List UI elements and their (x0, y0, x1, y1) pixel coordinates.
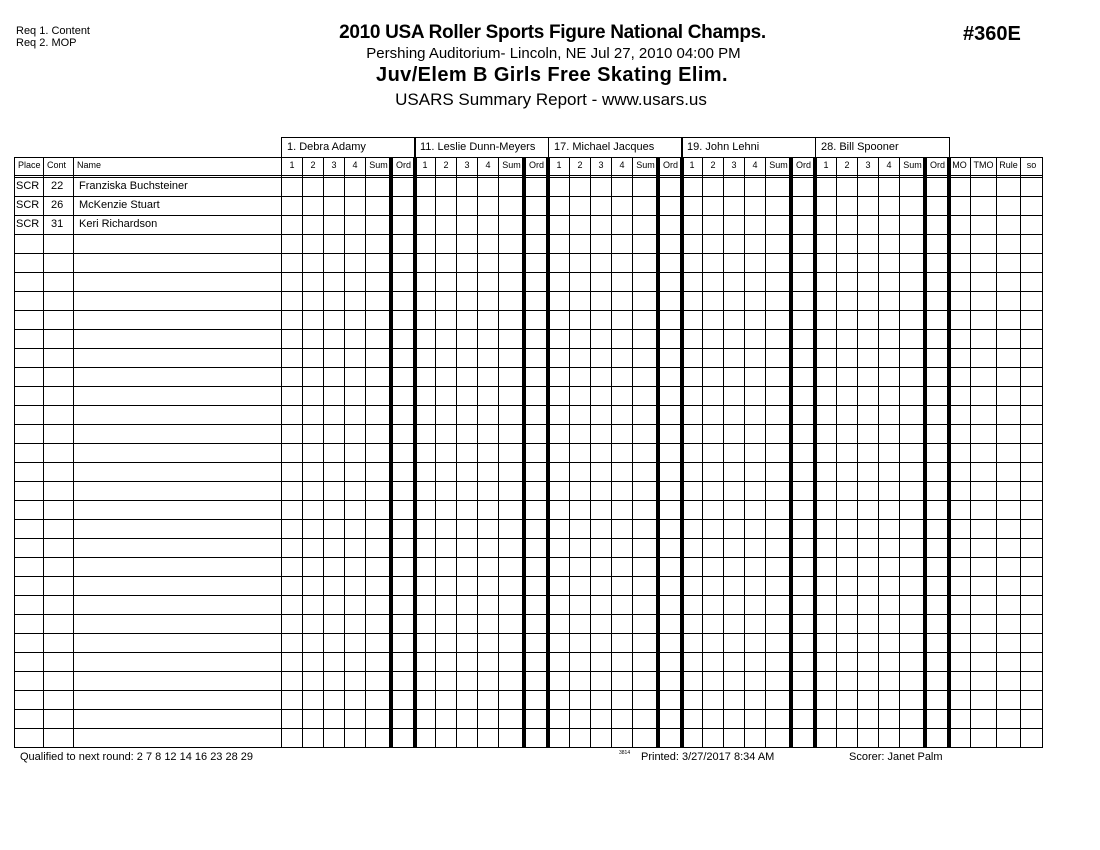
col-header-name: Name (77, 160, 102, 170)
grid-line (14, 253, 1043, 254)
grid-line (14, 272, 1043, 273)
grid-line (14, 538, 1043, 539)
grid-line (996, 157, 997, 748)
row-name: Franziska Buchsteiner (79, 180, 188, 192)
col-header-mo: MO (952, 160, 967, 170)
grid-line (14, 576, 1043, 577)
grid-line (702, 157, 703, 748)
event-number: #360E (963, 23, 1021, 45)
venue-line-text: Pershing Auditorium- Lincoln, NE Jul 27, 2010 04:00 PM (366, 45, 741, 62)
requirement-1: Req 1. Content (16, 25, 90, 37)
col-header-judge1-3: 3 (331, 160, 337, 170)
grid-line (970, 157, 971, 748)
row-name: Keri Richardson (79, 218, 158, 230)
grid-line (498, 157, 499, 748)
grid-line (14, 157, 1043, 158)
col-header-judge2-2: 2 (443, 160, 449, 170)
grid-line (14, 728, 1043, 729)
grid-line (414, 157, 415, 748)
col-header-judge1-sum: Sum (369, 160, 388, 170)
grid-line (14, 595, 1043, 596)
col-header-judge4-3: 3 (731, 160, 737, 170)
col-header-judge4-2: 2 (710, 160, 716, 170)
qualified-list: Qualified to next round: 2 7 8 12 14 16 23 28 29 (20, 751, 254, 763)
grid-line (14, 443, 1043, 444)
col-header-judge2-ord: Ord (528, 160, 544, 170)
grid-line (789, 157, 793, 748)
grid-line (14, 652, 1043, 653)
grid-line (43, 157, 44, 748)
col-header-judge5-1: 1 (823, 160, 829, 170)
grid-line (14, 405, 1043, 406)
grid-line (14, 690, 1043, 691)
col-header-judge4-4: 4 (752, 160, 758, 170)
score-grid (14, 137, 1043, 748)
col-header-judge3-4: 4 (619, 160, 625, 170)
grid-line (899, 157, 900, 748)
grid-line (813, 157, 817, 748)
scorer-name: Scorer: Janet Palm (849, 751, 943, 763)
grid-line (456, 157, 457, 748)
row-cont: 22 (51, 180, 64, 192)
col-header-judge3-3: 3 (598, 160, 604, 170)
report-code: 3814 (619, 750, 631, 756)
col-header-judge5-2: 2 (844, 160, 850, 170)
col-header-judge5-4: 4 (886, 160, 892, 170)
grid-line (281, 157, 282, 748)
col-header-tmo: TMO (973, 160, 994, 170)
grid-line (73, 157, 74, 748)
grid-line (14, 747, 1043, 748)
col-header-judge3-sum: Sum (636, 160, 655, 170)
col-header-judge1-4: 4 (352, 160, 358, 170)
grid-line (14, 633, 1043, 634)
grid-line (14, 614, 1043, 615)
col-header-judge4-sum: Sum (769, 160, 788, 170)
col-header-judge1-ord: Ord (395, 160, 411, 170)
grid-line (590, 157, 591, 748)
grid-line (14, 386, 1043, 387)
requirement-2: Req 2. MOP (16, 37, 77, 49)
grid-line (14, 196, 1043, 197)
grid-line (14, 481, 1043, 482)
judge-header: 17. Michael Jacques (548, 137, 683, 158)
col-header-judge1-1: 1 (289, 160, 295, 170)
grid-line (765, 157, 766, 748)
grid-line (836, 157, 837, 748)
grid-line (323, 157, 324, 748)
grid-line (14, 291, 1043, 292)
judge-header: 19. John Lehni (681, 137, 816, 158)
col-header-judge2-3: 3 (464, 160, 470, 170)
col-header-judge5-3: 3 (865, 160, 871, 170)
event-name (0, 64, 1100, 87)
col-header-judge5-sum: Sum (903, 160, 922, 170)
venue-line (0, 45, 1100, 62)
grid-line (365, 157, 366, 748)
col-header-judge3-ord: Ord (662, 160, 678, 170)
printed-timestamp: Printed: 3/27/2017 8:34 AM (641, 751, 775, 763)
col-header-rule: Rule (999, 160, 1018, 170)
grid-line (569, 157, 570, 748)
grid-line (632, 157, 633, 748)
grid-line (14, 462, 1043, 463)
grid-line (14, 557, 1043, 558)
row-place: SCR (16, 218, 40, 230)
grid-line (611, 157, 612, 748)
grid-line (656, 157, 660, 748)
grid-line (435, 157, 436, 748)
row-cont: 31 (51, 218, 64, 230)
col-header-cont: Cont (47, 160, 67, 170)
col-header-judge2-1: 1 (422, 160, 428, 170)
grid-line (14, 215, 1043, 216)
grid-line (1042, 157, 1043, 748)
grid-line (14, 519, 1043, 520)
judge-header: 1. Debra Adamy (281, 137, 416, 158)
report-line-text: USARS Summary Report - www.usars.us (395, 90, 707, 109)
col-header-place: Place (18, 160, 41, 170)
col-header-judge4-ord: Ord (795, 160, 811, 170)
event-name-text: Juv/Elem B Girls Free Skating Elim. (376, 64, 728, 86)
col-header-judge2-sum: Sum (502, 160, 521, 170)
grid-line (546, 157, 550, 748)
row-place: SCR (16, 180, 40, 192)
grid-line (857, 157, 858, 748)
grid-line (477, 157, 478, 748)
grid-line (14, 709, 1043, 710)
grid-line (948, 157, 949, 748)
row-place: SCR (16, 199, 40, 211)
grid-line (1020, 157, 1021, 748)
competition-title (0, 22, 1100, 44)
grid-line (14, 671, 1043, 672)
report-line (0, 90, 1100, 110)
grid-line (744, 157, 745, 748)
grid-line (14, 348, 1043, 349)
row-name: McKenzie Stuart (79, 199, 160, 211)
grid-line (14, 424, 1043, 425)
col-header-judge1-2: 2 (310, 160, 316, 170)
grid-line (14, 175, 1043, 176)
judge-header: 28. Bill Spooner (815, 137, 950, 158)
col-header-judge3-1: 1 (556, 160, 562, 170)
col-header-so: so (1026, 160, 1037, 170)
grid-line (14, 157, 15, 748)
row-cont: 26 (51, 199, 64, 211)
col-header-judge4-1: 1 (689, 160, 695, 170)
col-header-judge2-4: 4 (485, 160, 491, 170)
grid-line (14, 329, 1043, 330)
grid-line (522, 157, 526, 748)
grid-line (14, 234, 1043, 235)
grid-line (302, 157, 303, 748)
grid-line (723, 157, 724, 748)
grid-line (389, 157, 393, 748)
competition-title-text: 2010 USA Roller Sports Figure National Champs. (339, 22, 766, 43)
col-header-judge3-2: 2 (577, 160, 583, 170)
grid-line (344, 157, 345, 748)
grid-line (878, 157, 879, 748)
grid-line (14, 367, 1043, 368)
judge-header: 11. Leslie Dunn-Meyers (414, 137, 549, 158)
grid-line (14, 310, 1043, 311)
grid-line (14, 500, 1043, 501)
grid-line (923, 157, 927, 748)
grid-line (681, 157, 682, 748)
col-header-judge5-ord: Ord (929, 160, 945, 170)
